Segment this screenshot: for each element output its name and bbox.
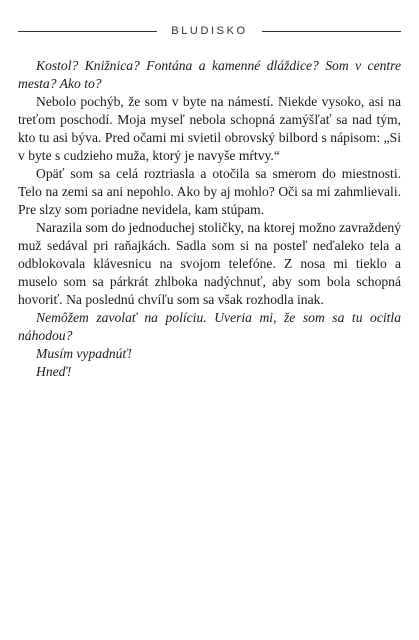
running-head-title: BLUDISKO <box>171 24 248 37</box>
paragraph: Nemôžem zavolať na políciu. Uveria mi, že som sa tu ocitla náhodou? <box>18 310 401 343</box>
paragraph: Nebolo pochýb, že som v byte na námestí. Niekde vysoko, asi na treťom poschodí. Moja myseľ nebola schopná zamýšľať sa nad tým, kto tu asi býva. Pred očami mi svietil obrovský bilbord s nápisom: „Si v byte s cudzieho muža, ktorý je navyše mŕtvy.“ <box>18 94 401 163</box>
header-rule-right <box>262 31 401 32</box>
paragraph: Narazila som do jednoduchej stoličky, na ktorej možno zavraždený muž sedával pri raňajkách. Sadla som si na posteľ neďaleko tela a odblokovala klávesnicu na svojom telefóne. Z nosa mi tieklo a muselo som sa párkrát zhlboka nadýchnuť, aby som bola schopná hovoriť. Na poslednú chvíľu som sa však rozhodla inak. <box>18 220 401 307</box>
paragraph: Kostol? Knižnica? Fontána a kamenné dláždice? Som v centre mesta? Ako to? <box>18 58 401 91</box>
running-head <box>18 22 401 40</box>
header-rule-left <box>18 31 157 32</box>
paragraph: Musím vypadnúť! <box>36 346 132 361</box>
paragraph: Opäť som sa celá roztriasla a otočila sa smerom do miestnosti. Telo na zemi sa ani nepohlo. Ako by aj mohlo? Oči sa mi zahmlievali. Pre slzy som poriadne nevidela, kam stúpam. <box>18 166 401 217</box>
body-text <box>18 57 401 381</box>
paragraph: Hneď! <box>36 364 72 379</box>
